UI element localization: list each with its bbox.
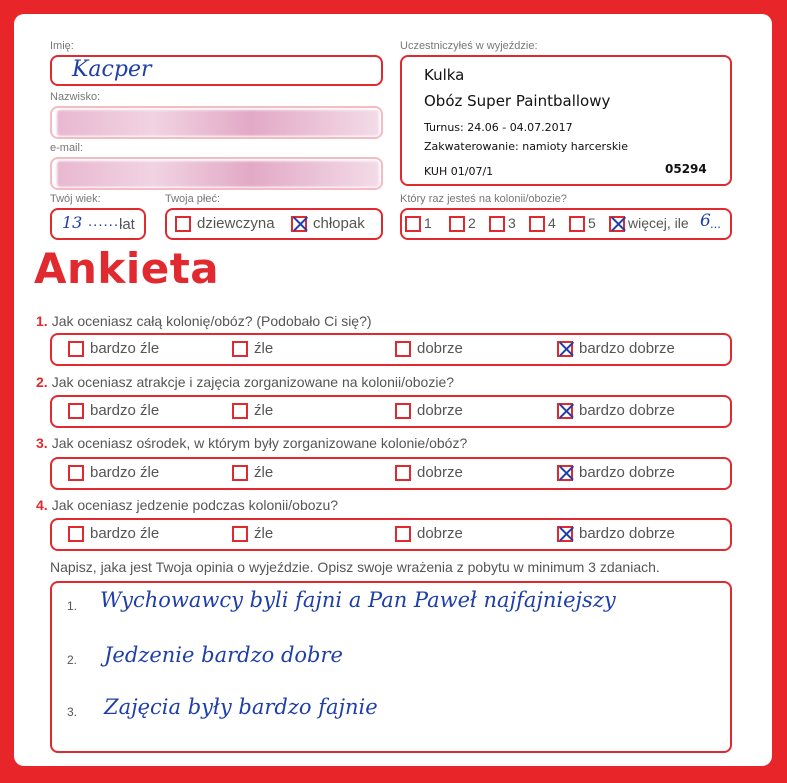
q1-checkbox-zle[interactable] bbox=[232, 341, 248, 357]
q1-checkbox-bardzo-zle[interactable] bbox=[68, 341, 84, 357]
q2-option-dobrze[interactable]: dobrze bbox=[395, 402, 463, 419]
label-email: e-mail: bbox=[50, 142, 84, 154]
q4-option-dobrze[interactable]: dobrze bbox=[395, 525, 463, 542]
rating-row-1 bbox=[50, 333, 732, 366]
wiek-field[interactable] bbox=[50, 208, 146, 240]
trip-camp: Obóz Super Paintballowy bbox=[424, 92, 611, 110]
imie-value: Kacper bbox=[72, 57, 152, 82]
q1-checkbox-bardzo-dobrze[interactable] bbox=[557, 341, 573, 357]
q3-checkbox-dobrze[interactable] bbox=[395, 465, 411, 481]
trip-card bbox=[400, 55, 732, 186]
rating-row-4 bbox=[50, 518, 732, 551]
q2-option-bardzo-dobrze[interactable]: bardzo dobrze bbox=[557, 402, 675, 419]
q4-option-zle[interactable]: źle bbox=[232, 525, 273, 542]
opinion-line-3: Zajęcia były bardzo fajnie bbox=[104, 695, 378, 719]
raz-option-4[interactable]: 4 bbox=[529, 215, 556, 232]
raz-dots: ... bbox=[710, 216, 721, 231]
q4-option-bardzo-zle[interactable]: bardzo źle bbox=[68, 525, 159, 542]
ktory-raz-field bbox=[400, 208, 732, 240]
q2-checkbox-dobrze[interactable] bbox=[395, 403, 411, 419]
raz-option-3[interactable]: 3 bbox=[489, 215, 516, 232]
label-ktory-raz: Który raz jesteś na kolonii/obozie? bbox=[400, 193, 567, 205]
opinion-box[interactable] bbox=[50, 581, 732, 753]
q4-checkbox-zle[interactable] bbox=[232, 526, 248, 542]
q3-option-dobrze[interactable]: dobrze bbox=[395, 464, 463, 481]
question-1: 1. Jak oceniasz całą kolonię/obóz? (Podobało Ci się?) bbox=[36, 313, 372, 329]
plec-field bbox=[165, 208, 383, 240]
opinion-line-1: Wychowawcy byli fajni a Pan Paweł najfajniejszy bbox=[100, 588, 616, 612]
q4-checkbox-bardzo-dobrze[interactable] bbox=[557, 526, 573, 542]
plec-checkbox-chlopak[interactable] bbox=[291, 216, 307, 232]
email-redacted bbox=[57, 161, 379, 187]
label-wiek: Twój wiek: bbox=[50, 193, 101, 205]
q1-option-zle[interactable]: źle bbox=[232, 340, 273, 357]
wiek-unit: lat bbox=[119, 216, 135, 233]
nazwisko-field[interactable] bbox=[50, 106, 383, 139]
q2-checkbox-zle[interactable] bbox=[232, 403, 248, 419]
q3-checkbox-zle[interactable] bbox=[232, 465, 248, 481]
trip-name: Kulka bbox=[424, 66, 465, 84]
raz-option-1[interactable]: 1 bbox=[405, 215, 432, 232]
opinion-line-2: Jedzenie bardzo dobre bbox=[104, 643, 343, 667]
q2-checkbox-bardzo-dobrze[interactable] bbox=[557, 403, 573, 419]
q4-checkbox-bardzo-zle[interactable] bbox=[68, 526, 84, 542]
imie-field[interactable] bbox=[50, 55, 383, 86]
wiek-value: 13 bbox=[62, 213, 83, 232]
q4-option-bardzo-dobrze[interactable]: bardzo dobrze bbox=[557, 525, 675, 542]
email-field[interactable] bbox=[50, 157, 383, 190]
label-plec: Twoja płeć: bbox=[165, 193, 221, 205]
opinion-num-3: 3. bbox=[67, 705, 78, 719]
label-uczestniczyles: Uczestniczyłeś w wyjeździe: bbox=[400, 40, 538, 52]
label-imie: Imię: bbox=[50, 40, 74, 52]
rating-row-3 bbox=[50, 457, 732, 490]
q3-option-bardzo-zle[interactable]: bardzo źle bbox=[68, 464, 159, 481]
raz-checkbox-1[interactable] bbox=[405, 216, 421, 232]
plec-option-dziewczyna[interactable]: dziewczyna bbox=[175, 215, 275, 232]
q1-checkbox-dobrze[interactable] bbox=[395, 341, 411, 357]
raz-count: 6 bbox=[700, 211, 711, 231]
trip-number: 05294 bbox=[665, 162, 707, 176]
trip-turnus: Turnus: 24.06 - 04.07.2017 bbox=[424, 121, 573, 134]
rating-row-2 bbox=[50, 395, 732, 428]
label-nazwisko: Nazwisko: bbox=[50, 91, 101, 103]
q4-checkbox-dobrze[interactable] bbox=[395, 526, 411, 542]
opinion-num-2: 2. bbox=[67, 653, 78, 667]
q2-checkbox-bardzo-zle[interactable] bbox=[68, 403, 84, 419]
q3-checkbox-bardzo-zle[interactable] bbox=[68, 465, 84, 481]
question-4: 4. Jak oceniasz jedzenie podczas kolonii/obozu? bbox=[36, 497, 339, 513]
q3-option-zle[interactable]: źle bbox=[232, 464, 273, 481]
wiek-dots: ....... bbox=[88, 213, 125, 230]
raz-option-5[interactable]: 5 bbox=[569, 215, 596, 232]
trip-code: KUH 01/07/1 bbox=[424, 165, 494, 178]
nazwisko-redacted bbox=[57, 110, 379, 136]
raz-checkbox-wiecej[interactable] bbox=[609, 216, 625, 232]
trip-zakwaterowanie: Zakwaterowanie: namioty harcerskie bbox=[424, 140, 629, 153]
q3-option-bardzo-dobrze[interactable]: bardzo dobrze bbox=[557, 464, 675, 481]
q2-option-bardzo-zle[interactable]: bardzo źle bbox=[68, 402, 159, 419]
plec-option-chlopak[interactable]: chłopak bbox=[291, 215, 365, 232]
survey-title: Ankieta bbox=[34, 244, 220, 293]
opinion-num-1: 1. bbox=[67, 599, 78, 613]
raz-checkbox-2[interactable] bbox=[449, 216, 465, 232]
raz-checkbox-3[interactable] bbox=[489, 216, 505, 232]
q1-option-dobrze[interactable]: dobrze bbox=[395, 340, 463, 357]
question-2: 2. Jak oceniasz atrakcje i zajęcia zorganizowane na kolonii/obozie? bbox=[36, 374, 455, 390]
question-3: 3. Jak oceniasz ośrodek, w którym były zorganizowane kolonie/obóz? bbox=[36, 435, 468, 451]
q1-option-bardzo-zle[interactable]: bardzo źle bbox=[68, 340, 159, 357]
plec-checkbox-dziewczyna[interactable] bbox=[175, 216, 191, 232]
raz-checkbox-4[interactable] bbox=[529, 216, 545, 232]
raz-checkbox-5[interactable] bbox=[569, 216, 585, 232]
raz-option-2[interactable]: 2 bbox=[449, 215, 476, 232]
raz-option-wiecej[interactable]: więcej, ile bbox=[609, 215, 689, 232]
q2-option-zle[interactable]: źle bbox=[232, 402, 273, 419]
q3-checkbox-bardzo-dobrze[interactable] bbox=[557, 465, 573, 481]
opinion-prompt: Napisz, jaka jest Twoja opinia o wyjeździe. Opisz swoje wrażenia z pobytu w minimum 3 zdaniach. bbox=[50, 559, 660, 575]
q1-option-bardzo-dobrze[interactable]: bardzo dobrze bbox=[557, 340, 675, 357]
